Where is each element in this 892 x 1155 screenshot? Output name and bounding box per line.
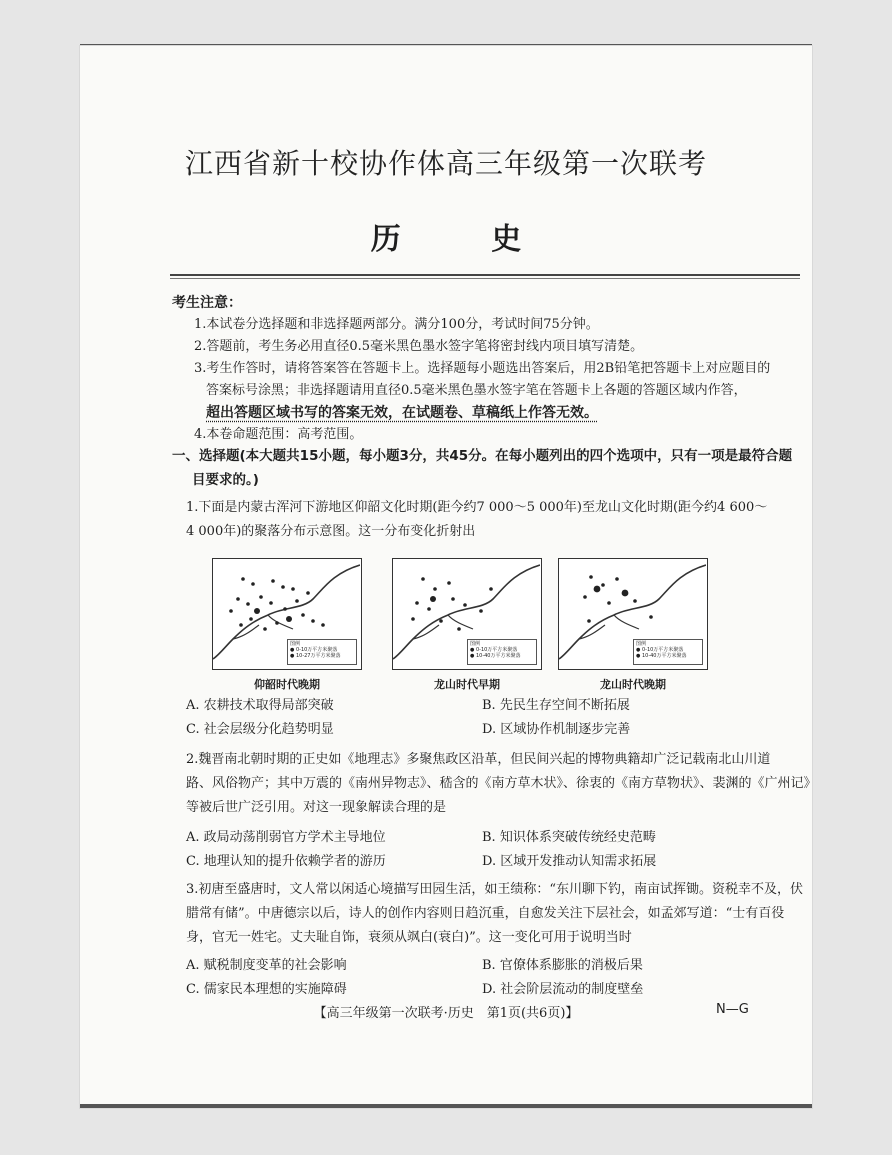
header-rule <box>170 274 800 276</box>
option-a[interactable]: A. 政局动荡削弱官方学术主导地位 <box>186 830 386 845</box>
question-3-stem <box>186 878 816 950</box>
question-1-stem <box>186 496 816 544</box>
section-line: 一、选择题(本大题共15小题，每小题3分，共45分。在每小题列出的四个选项中，只有一项是最符合题 <box>172 448 793 464</box>
page-footer: 【高三年级第一次联考·历史 第1页(共6页)】 <box>313 1006 579 1021</box>
settlement-maps <box>208 558 728 691</box>
notice-item: 1.本试卷分选择题和非选择题两部分。满分100分，考试时间75分钟。 <box>194 317 599 332</box>
question-3-options <box>186 954 806 1002</box>
map-yangshao-late <box>212 558 362 670</box>
notice-item: 答案标号涂黑；非选择题请用直径0.5毫米黑色墨水签字笔在答题卡上各题的答题区域内作答， <box>206 383 747 398</box>
legend-title: 图例 <box>290 641 301 647</box>
question-2-options <box>186 826 806 874</box>
option-a[interactable]: A. 赋税制度变革的社会影响 <box>186 958 347 973</box>
notice-item: 3.考生作答时，请将答案答在答题卡上。选择题每小题选出答案后，用2B铅笔把答题卡上对应题目的 <box>194 361 771 376</box>
section-line: 目要求的。) <box>192 472 259 488</box>
paper-code: N—G <box>716 1002 749 1017</box>
map-longshan-late <box>558 558 708 670</box>
map-label: 龙山时代晚期 <box>600 678 666 691</box>
legend-entry: ● 10-40万平方米聚落 <box>636 653 687 659</box>
page-bottom-edge <box>80 1104 812 1108</box>
legend-title: 图例 <box>470 641 481 647</box>
option-c[interactable]: C. 社会层级分化趋势明显 <box>186 722 334 737</box>
option-d[interactable]: D. 区域开发推动认知需求拓展 <box>482 854 657 869</box>
notice-warning: 超出答题区域书写的答案无效，在试题卷、草稿纸上作答无效。 <box>206 405 598 421</box>
notice-item: 4.本卷命题范围：高考范围。 <box>194 427 363 442</box>
option-c[interactable]: C. 地理认知的提升依赖学者的游历 <box>186 854 386 869</box>
option-b[interactable]: B. 先民生存空间不断拓展 <box>482 698 630 713</box>
question-line: 2.魏晋南北朝时期的正史如《地理志》多聚焦政区沿革，但民间兴起的博物典籍却广泛记载南北山川道 <box>186 752 771 767</box>
question-line: 腊常有储”。中唐德宗以后，诗人的创作内容则日趋沉重，自愈发关注下层社会，如孟郊写道：“士有百役 <box>186 906 785 921</box>
legend-entry: ● 0-10万平方米聚落 <box>470 647 518 653</box>
legend-entry: ● 10-27万平方米聚落 <box>290 653 341 659</box>
map-legend <box>287 639 357 665</box>
map-longshan-early <box>392 558 542 670</box>
legend-title: 图例 <box>636 641 647 647</box>
map-legend <box>467 639 537 665</box>
question-1-options <box>186 694 806 742</box>
legend-entry: ● 0-10万平方米聚落 <box>290 647 338 653</box>
option-a[interactable]: A. 农耕技术取得局部突破 <box>186 698 334 713</box>
exam-title: 江西省新十校协作体高三年级第一次联考 <box>184 147 707 180</box>
option-c[interactable]: C. 儒家民本理想的实施障碍 <box>186 982 347 997</box>
header-rule-thin <box>170 278 800 279</box>
option-b[interactable]: B. 知识体系突破传统经史范畴 <box>482 830 656 845</box>
exam-page <box>80 46 817 1108</box>
notice-block <box>172 292 802 446</box>
subject-title: 历 史 <box>370 222 562 257</box>
question-line: 等被后世广泛引用。对这一现象解读合理的是 <box>186 800 447 815</box>
map-label: 仰韶时代晚期 <box>254 678 320 691</box>
option-d[interactable]: D. 区域协作机制逐步完善 <box>482 722 631 737</box>
legend-entry: ● 10-40万平方米聚落 <box>470 653 521 659</box>
question-2-stem <box>186 748 816 820</box>
question-line: 1.下面是内蒙古浑河下游地区仰韶文化时期(距今约7 000～5 000年)至龙山文化时期(距今约4 600～ <box>186 500 768 515</box>
option-b[interactable]: B. 官僚体系膨胀的消极后果 <box>482 958 643 973</box>
map-label: 龙山时代早期 <box>434 678 500 691</box>
legend-entry: ● 0-10万平方米聚落 <box>636 647 684 653</box>
question-line: 3.初唐至盛唐时，文人常以闲适心境描写田园生活，如王绩称：“东川聊下钓，南亩试挥锄。资税幸不及，伏 <box>186 882 804 897</box>
section-heading <box>172 444 812 492</box>
question-line: 身，官无一姓宅。丈夫耻自饰，衰须从飒白(衰白)”。这一变化可用于说明当时 <box>186 930 632 945</box>
option-d[interactable]: D. 社会阶层流动的制度壁垒 <box>482 982 644 997</box>
question-line: 4 000年)的聚落分布示意图。这一分布变化折射出 <box>186 524 476 539</box>
notice-heading: 考生注意： <box>172 295 242 311</box>
question-line: 路、风俗物产；其中万震的《南州异物志》、嵇含的《南方草木状》、徐衷的《南方草物状》、裴渊的《广州记》 <box>186 776 817 791</box>
map-legend <box>633 639 703 665</box>
notice-item: 2.答题前，考生务必用直径0.5毫米黑色墨水签字笔将密封线内项目填写清楚。 <box>194 339 644 354</box>
